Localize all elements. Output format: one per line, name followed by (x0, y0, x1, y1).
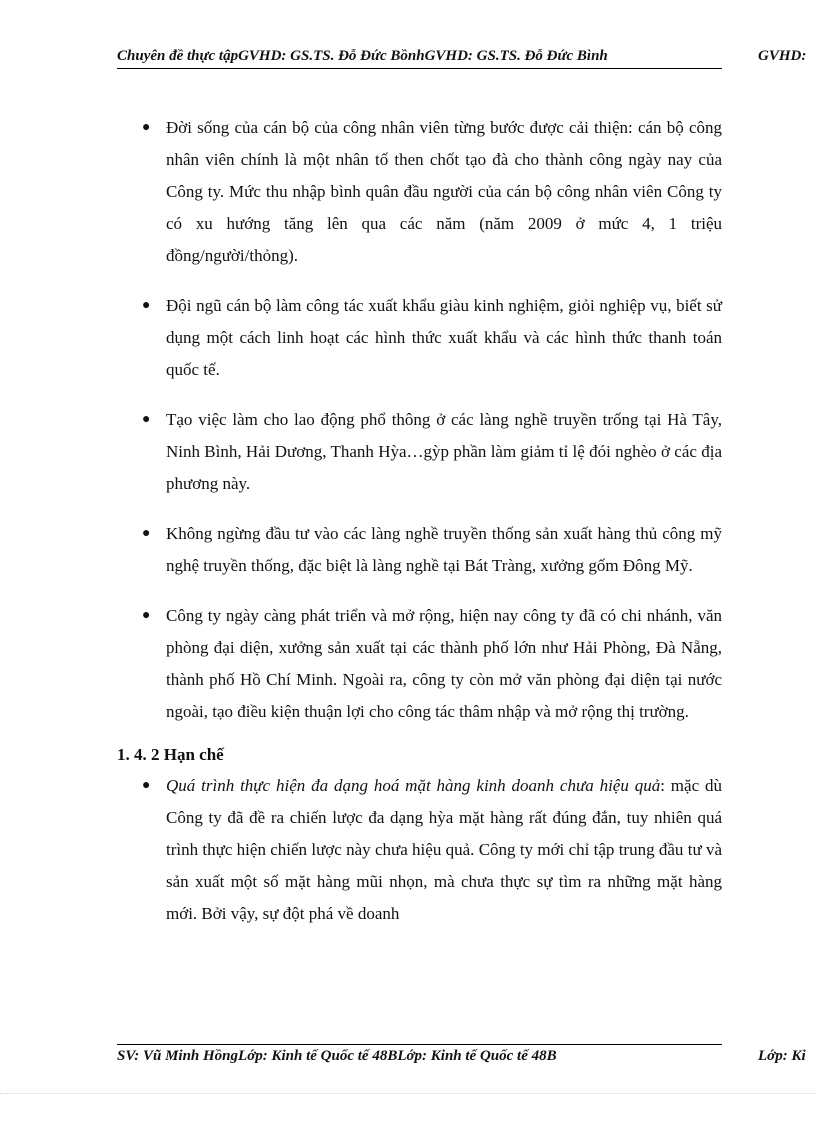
list-item-text: Tạo việc làm cho lao động phổ thông ở các làng nghề truyền trống tại Hà Tây, Ninh Bình, Hải Dương, Thanh Hỳa…gỳp phần làm giảm tỉ lệ đói nghèo ở các địa phương này. (166, 410, 722, 493)
page-body (117, 112, 722, 930)
bullet-dot-icon: ● (142, 412, 151, 427)
list-item (117, 290, 722, 386)
bullet-dot-icon: ● (142, 120, 151, 135)
limitations-list (117, 770, 722, 930)
footer-rule (117, 1044, 722, 1045)
list-item (117, 518, 722, 582)
header-left-text: Chuyên đề thực tậpGVHD: GS.TS. Đỗ Đức BồnhGVHD: GS.TS. Đỗ Đức Bình (117, 48, 608, 64)
bullet-dot-icon: ● (142, 298, 151, 313)
section-heading: 1. 4. 2 Hạn chế (117, 745, 224, 764)
list-item-text: Đời sống của cán bộ của công nhân viên từng bước được cải thiện: cán bộ công nhân viên chính là một nhân tố then chốt tạo đà cho thành công ngày nay của Công ty. Mức thu nhập bình quân đầu người của cán bộ công nhân viên Công ty có xu hướng tăng lên qua các năm (năm 2009 ở mức 4, 1 triệu đồng/người/thỏng). (166, 118, 722, 265)
list-item-text: Đội ngũ cán bộ làm công tác xuất khẩu giàu kinh nghiệm, giỏi nghiệp vụ, biết sử dụng một cách linh hoạt các hình thức xuất khẩu và các hình thức thanh toán quốc tế. (166, 296, 722, 379)
list-item-text: : mặc dù Công ty đã đề ra chiến lược đa dạng hỳa mặt hàng rất đúng đắn, tuy nhiên quá trình thực hiện chiến lược này chưa hiệu quả. Công ty mới chỉ tập trung đầu tư và sản xuất một số mặt hàng mũi nhọn, mà chưa thực sự tìm ra những mặt hàng mới. Bởi vậy, sự đột phá về doanh (166, 776, 722, 923)
header-right-text: GVHD: (758, 48, 807, 64)
page-footer (117, 1048, 816, 1070)
strengths-list (117, 112, 722, 728)
header-rule (117, 68, 722, 69)
list-item (117, 112, 722, 272)
bullet-dot-icon: ● (142, 778, 151, 793)
list-item-text: Công ty ngày càng phát triển và mở rộng, hiện nay công ty đã có chi nhánh, văn phòng đại diện, xưởng sản xuất tại các thành phố lớn như Hải Phòng, Đà Nẵng, thành phố Hồ Chí Minh. Ngoài ra, công ty còn mở văn phòng đại diện tại nước ngoài, tạo điều kiện thuận lợi cho công tác thâm nhập và mở rộng thị trường. (166, 606, 722, 721)
page-break-line (0, 1093, 816, 1094)
list-item-lead: Quá trình thực hiện đa dạng hoá mặt hàng kinh doanh chưa hiệu quả (166, 776, 661, 795)
footer-right-text: Lớp: Ki (758, 1048, 806, 1064)
list-item (117, 770, 722, 930)
list-item (117, 600, 722, 728)
footer-left-text: SV: Vũ Minh HồngLớp: Kinh tế Quốc tế 48BLớp: Kinh tế Quốc tế 48B (117, 1048, 557, 1064)
bullet-dot-icon: ● (142, 608, 151, 623)
list-item (117, 404, 722, 500)
bullet-dot-icon: ● (142, 526, 151, 541)
list-item-text: Không ngừng đầu tư vào các làng nghề truyền thống sản xuất hàng thủ công mỹ nghệ truyền thống, đặc biệt là làng nghề tại Bát Tràng, xưởng gốm Đông Mỹ. (166, 524, 722, 575)
page-header (117, 48, 816, 70)
